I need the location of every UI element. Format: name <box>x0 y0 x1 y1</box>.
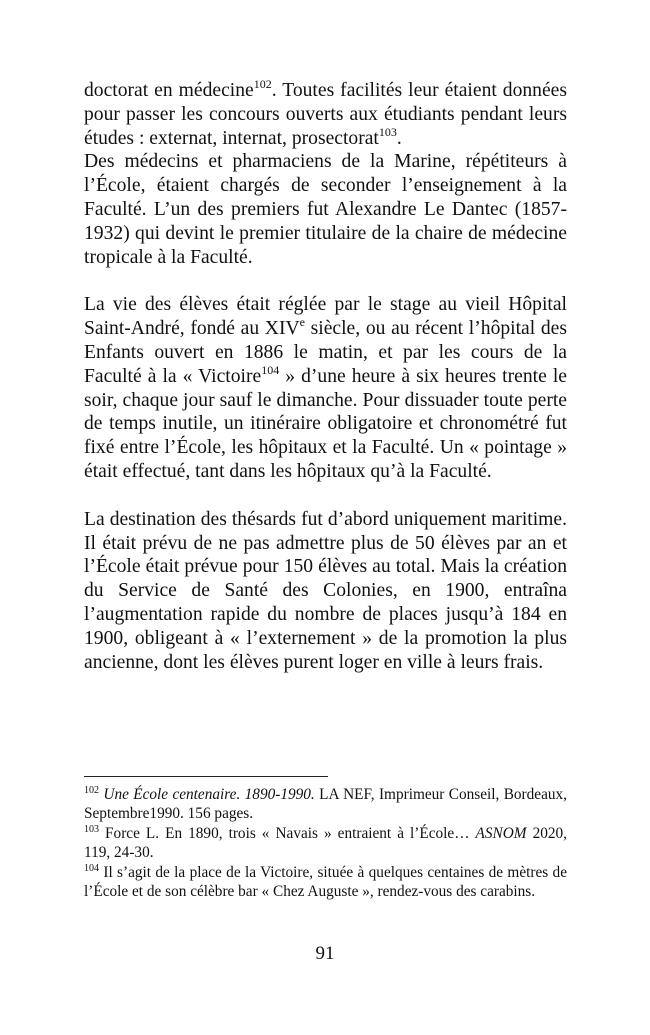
paragraph-2: Des médecins et pharmaciens de la Marine, répétiteurs à l’École, étaient chargés de seconder l’enseignement à la Faculté. L’un des premiers fut Alexandre Le Dantec (1857-1932) qui devint le premier titulaire de la chaire de médecine tropicale à la Faculté. <box>84 151 567 268</box>
footnote-journal: ASNOM <box>475 824 527 842</box>
footnote-ref-102[interactable]: 102 <box>253 77 272 91</box>
footnote-title: Une École centenaire. 1890-1990. <box>103 786 315 803</box>
footnote-103 <box>84 824 567 863</box>
paragraph-gap <box>84 269 567 293</box>
footnote-number: 102 <box>84 785 99 796</box>
paragraph-4: La destination des thésards fut d’abord uniquement maritime. Il était prévu de ne pas admettre plus de 50 élèves par an et l’École était prévue pour 150 élèves au total. Mais la création du Service de Santé des Colonies, en 1900, entraîna l’augmentation rapide du nombre de places jusqu’à 184 en 1900, obligeant à « l’externement » de la promotion la plus ancienne, dont les élèves purent loger en ville à leurs frais. <box>84 508 567 673</box>
footnote-text: Il s’agit de la place de la Victoire, située à quelques centaines de mètres de l’École et de son célèbre bar « Chez Auguste », rendez-vous des carabins. <box>84 863 567 901</box>
paragraph-3-text-c: » d’une heure à six heures trente le soir, chaque jour sauf le dimanche. Pour dissuader toute perte de temps inutile, un itinéraire obligatoire et chronométré fut fixé entre l’École, les hôpitaux et la Faculté. Un « pointage » était effectué, tant dans les hôpitaux qu’à la Faculté. <box>84 365 567 482</box>
century-superscript: e <box>299 315 305 330</box>
footnote-104 <box>84 863 567 902</box>
footnote-text: 2020, 119, 24-30. <box>84 824 567 862</box>
paragraph-1 <box>84 79 567 150</box>
paragraph-3-text-a: La vie des élèves était réglée par le stage au vieil Hôpital Saint-André, fondé au XIV <box>84 294 567 340</box>
paragraph-1-text-a: doctorat en médecine <box>84 80 254 101</box>
paragraph-3 <box>84 293 567 483</box>
page-body <box>84 79 567 674</box>
paragraph-1-text-c: . <box>396 127 402 149</box>
paragraph-3-text-b: siècle, ou au récent l’hôpital des Enfants ouvert en 1886 le matin, et par les cours de la Faculté à la « Victoire <box>84 318 567 387</box>
footnote-text: Force L. En 1890, trois « Navais » entraient à l’École… <box>99 824 476 842</box>
footnote-number: 104 <box>84 862 99 874</box>
footnote-text: LA NEF, Imprimeur Conseil, Bordeaux, Septembre1990. 156 pages. <box>84 786 567 823</box>
paragraph-gap <box>84 484 567 508</box>
footnote-ref-103[interactable]: 103 <box>378 124 397 139</box>
footnote-divider <box>84 776 328 777</box>
footnote-102 <box>84 785 567 824</box>
footnote-number: 103 <box>84 823 99 835</box>
footnotes-section <box>84 785 567 901</box>
paragraph-1-text-b: . Toutes facilités leur étaient données pour passer les concours ouverts aux étudiants pendant leurs études : externat, internat, prosectorat <box>84 80 567 149</box>
footnote-ref-104[interactable]: 104 <box>261 362 280 377</box>
page-number: 91 <box>315 943 335 964</box>
